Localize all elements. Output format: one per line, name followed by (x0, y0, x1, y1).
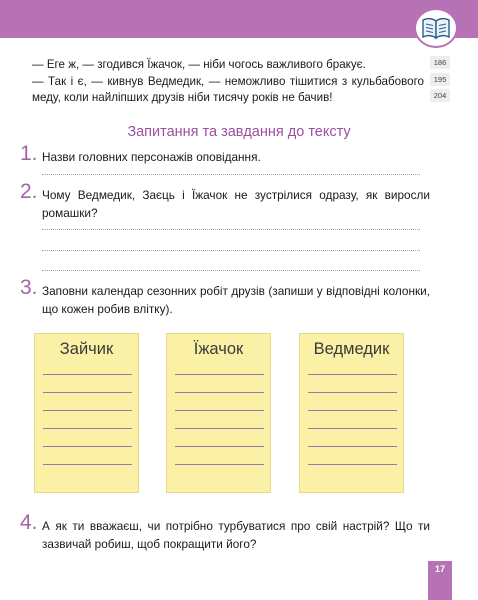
question-1 (20, 142, 430, 166)
question-text: Назви головних персонажів оповідання. (42, 150, 261, 164)
question-text: Заповни календар сезонних робіт друзів (запиши у відповідні колонки, що кожен робив влітку). (42, 284, 430, 316)
question-number: 1. (20, 142, 38, 165)
answer-line[interactable] (42, 250, 420, 251)
question-2 (20, 180, 430, 222)
excerpt-line: — Так і є, — кивнув Ведмедик, — неможливо тішитися з кульбабового меду, коли найліпших друзів ніби тисячу років не бачив! (32, 74, 424, 104)
answer-line[interactable] (42, 270, 420, 271)
card-answer-line[interactable] (308, 428, 397, 429)
card-answer-line[interactable] (43, 374, 132, 375)
card-answer-line[interactable] (175, 392, 264, 393)
card-answer-line[interactable] (43, 428, 132, 429)
open-book-icon (421, 16, 451, 40)
card-answer-line[interactable] (308, 410, 397, 411)
card-answer-line[interactable] (43, 464, 132, 465)
card-answer-line[interactable] (308, 446, 397, 447)
card-vedmedyk (299, 333, 404, 493)
question-text: Чому Ведмедик, Заєць і Їжачок не зустрілися одразу, як виросли ромашки? (42, 188, 430, 220)
question-number: 3. (20, 276, 38, 299)
top-banner (0, 0, 478, 38)
card-answer-line[interactable] (43, 410, 132, 411)
book-badge (414, 8, 458, 48)
question-number: 2. (20, 180, 38, 203)
section-title: Запитання та завдання до тексту (127, 124, 351, 140)
card-answer-line[interactable] (43, 446, 132, 447)
line-number: 186 (430, 56, 450, 69)
card-answer-line[interactable] (308, 374, 397, 375)
line-numbers (430, 56, 452, 106)
card-answer-line[interactable] (175, 410, 264, 411)
line-number: 195 (430, 73, 450, 86)
page-edge-bar (428, 578, 452, 600)
card-answer-line[interactable] (43, 392, 132, 393)
answer-line[interactable] (42, 229, 420, 230)
card-answer-line[interactable] (175, 428, 264, 429)
page-number: 17 (428, 561, 452, 578)
line-number: 204 (430, 89, 450, 102)
card-yizhachok (166, 333, 271, 493)
card-title: Зайчик (59, 340, 114, 358)
card-title: Ведмедик (313, 340, 390, 358)
excerpt-line: — Еге ж, — згодився Їжачок, — ніби чогось важливого бракує. (32, 58, 366, 71)
question-number: 4. (20, 511, 38, 534)
question-text: А як ти вважаєш, чи потрібно турбуватися про свій настрій? Що ти зазвичай робиш, щоб покращити його? (42, 519, 430, 551)
card-title: Їжачок (193, 340, 244, 358)
card-answer-line[interactable] (308, 464, 397, 465)
answer-line[interactable] (42, 174, 420, 175)
card-answer-line[interactable] (175, 446, 264, 447)
story-excerpt (32, 57, 424, 107)
card-answer-line[interactable] (175, 374, 264, 375)
question-3 (20, 276, 430, 318)
card-answer-line[interactable] (308, 392, 397, 393)
card-answer-line[interactable] (175, 464, 264, 465)
question-4 (20, 511, 430, 553)
card-zaichyk (34, 333, 139, 493)
